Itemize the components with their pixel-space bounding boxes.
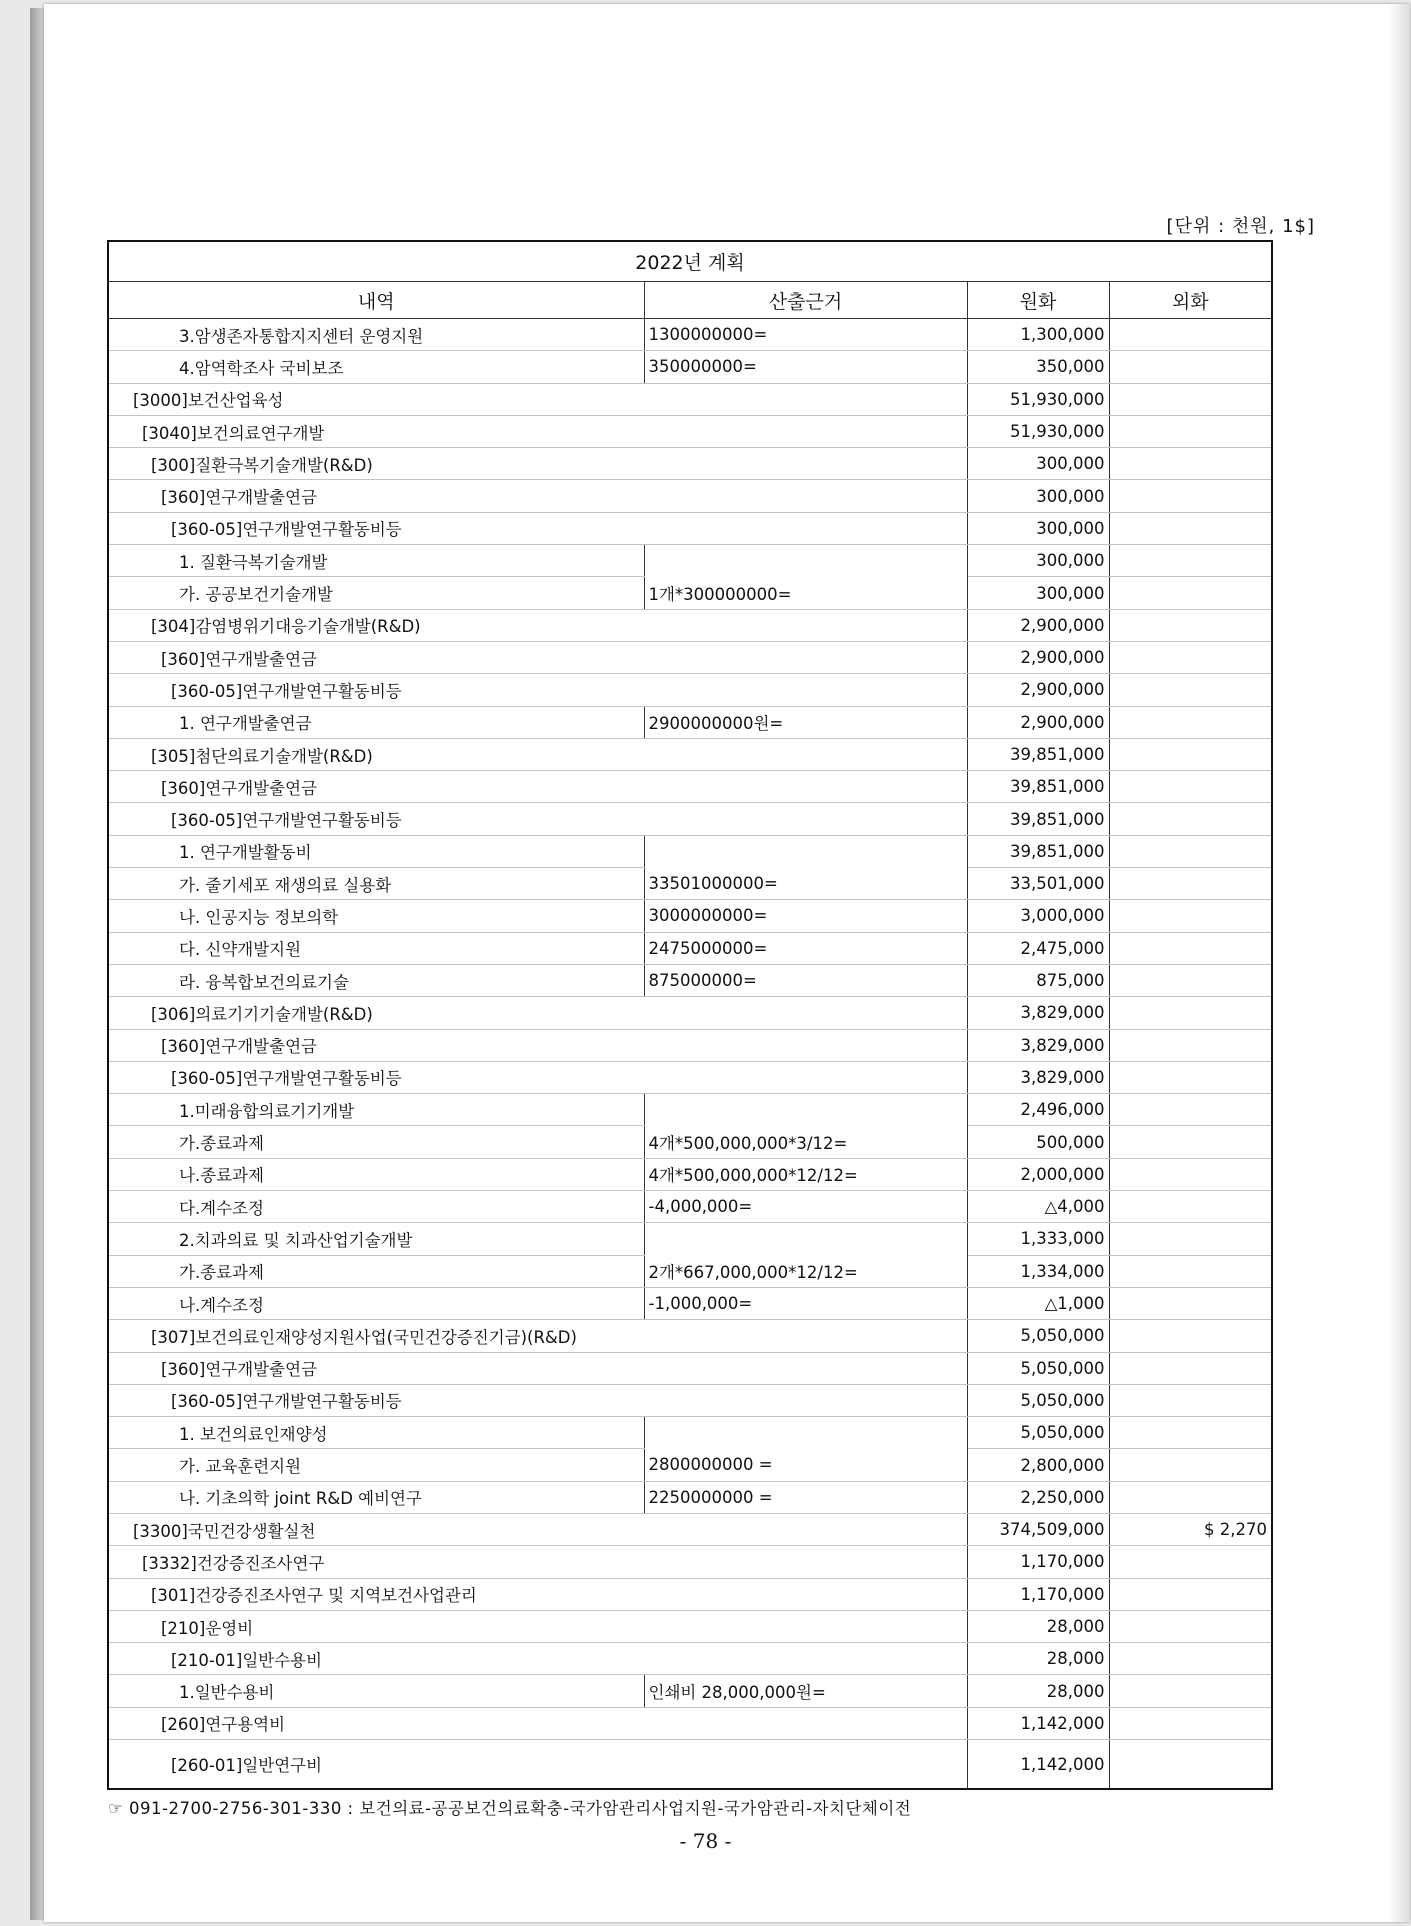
row-fx-amount xyxy=(1109,1094,1272,1126)
row-basis xyxy=(644,835,967,867)
row-fx-amount xyxy=(1109,1384,1272,1416)
row-krw-amount: 2,900,000 xyxy=(967,674,1109,706)
row-krw-amount: 2,496,000 xyxy=(967,1094,1109,1126)
row-basis xyxy=(644,771,967,803)
page-edge-shade xyxy=(1388,4,1410,1922)
row-basis xyxy=(644,545,967,577)
row-krw-amount: 3,829,000 xyxy=(967,997,1109,1029)
table-row xyxy=(108,1449,1272,1481)
table-row xyxy=(108,1675,1272,1707)
table-row xyxy=(108,1578,1272,1610)
row-krw-amount: 2,900,000 xyxy=(967,609,1109,641)
table-row xyxy=(108,351,1272,383)
row-fx-amount xyxy=(1109,319,1272,351)
row-krw-amount: 1,142,000 xyxy=(967,1740,1109,1790)
row-basis xyxy=(644,803,967,835)
row-basis: 2250000000 = xyxy=(644,1481,967,1513)
row-fx-amount xyxy=(1109,1546,1272,1578)
table-row xyxy=(108,641,1272,673)
table-row xyxy=(108,706,1272,738)
row-krw-amount: 28,000 xyxy=(967,1610,1109,1642)
table-row xyxy=(108,771,1272,803)
table-row xyxy=(108,1352,1272,1384)
row-fx-amount xyxy=(1109,803,1272,835)
row-krw-amount: 300,000 xyxy=(967,480,1109,512)
column-header-fx: 외화 xyxy=(1109,282,1272,319)
row-fx-amount xyxy=(1109,964,1272,996)
table-row xyxy=(108,1481,1272,1513)
row-item: 가.종료과제 xyxy=(108,1255,644,1287)
row-item: [360-05]연구개발연구활동비등 xyxy=(108,674,644,706)
row-fx-amount xyxy=(1109,900,1272,932)
row-basis xyxy=(644,1029,967,1061)
row-fx-amount xyxy=(1109,771,1272,803)
row-fx-amount xyxy=(1109,835,1272,867)
row-fx-amount xyxy=(1109,351,1272,383)
table-row xyxy=(108,1643,1272,1675)
row-krw-amount: 2,800,000 xyxy=(967,1449,1109,1481)
table-row xyxy=(108,1546,1272,1578)
table-row xyxy=(108,1094,1272,1126)
row-fx-amount xyxy=(1109,738,1272,770)
column-header-item: 내역 xyxy=(108,282,644,319)
row-fx-amount xyxy=(1109,1352,1272,1384)
row-fx-amount xyxy=(1109,1643,1272,1675)
row-item: 가. 줄기세포 재생의료 실용화 xyxy=(108,868,644,900)
budget-rows xyxy=(108,319,1272,1790)
table-row xyxy=(108,415,1272,447)
row-basis: 33501000000= xyxy=(644,868,967,900)
row-krw-amount: 2,900,000 xyxy=(967,641,1109,673)
row-fx-amount xyxy=(1109,1449,1272,1481)
row-fx-amount xyxy=(1109,545,1272,577)
row-item: [306]의료기기기술개발(R&D) xyxy=(108,997,644,1029)
row-item: 라. 융복합보건의료기술 xyxy=(108,964,644,996)
row-basis xyxy=(644,1578,967,1610)
table-row xyxy=(108,1610,1272,1642)
row-basis: 인쇄비 28,000,000원= xyxy=(644,1675,967,1707)
row-basis xyxy=(644,1513,967,1545)
page-edge-shadow xyxy=(30,8,44,1920)
row-item: [305]첨단의료기술개발(R&D) xyxy=(108,738,644,770)
row-krw-amount: 1,333,000 xyxy=(967,1223,1109,1255)
row-item: 가. 교육훈련지원 xyxy=(108,1449,644,1481)
row-basis xyxy=(644,1546,967,1578)
row-krw-amount: 2,900,000 xyxy=(967,706,1109,738)
table-row xyxy=(108,1384,1272,1416)
table-row xyxy=(108,1255,1272,1287)
table-row xyxy=(108,803,1272,835)
table-row xyxy=(108,900,1272,932)
table-row xyxy=(108,609,1272,641)
table-row xyxy=(108,545,1272,577)
row-krw-amount: 39,851,000 xyxy=(967,738,1109,770)
table-row xyxy=(108,1320,1272,1352)
row-basis: 875000000= xyxy=(644,964,967,996)
row-item: [360]연구개발출연금 xyxy=(108,480,644,512)
row-item: [307]보건의료인재양성지원사업(국민건강증진기금)(R&D) xyxy=(108,1320,644,1352)
row-krw-amount: 350,000 xyxy=(967,351,1109,383)
row-item: 2.치과의료 및 치과산업기술개발 xyxy=(108,1223,644,1255)
row-basis xyxy=(644,512,967,544)
row-krw-amount: 875,000 xyxy=(967,964,1109,996)
row-item: [360]연구개발출연금 xyxy=(108,771,644,803)
row-fx-amount xyxy=(1109,1126,1272,1158)
row-basis xyxy=(644,738,967,770)
row-fx-amount xyxy=(1109,609,1272,641)
table-row xyxy=(108,674,1272,706)
row-basis xyxy=(644,1707,967,1739)
row-basis: 1개*300000000= xyxy=(644,577,967,609)
table-row xyxy=(108,319,1272,351)
row-fx-amount xyxy=(1109,1610,1272,1642)
row-item: [260]연구용역비 xyxy=(108,1707,644,1739)
row-fx-amount xyxy=(1109,1481,1272,1513)
row-fx-amount xyxy=(1109,480,1272,512)
row-krw-amount: 28,000 xyxy=(967,1675,1109,1707)
row-basis xyxy=(644,641,967,673)
row-item: 4.암역학조사 국비보조 xyxy=(108,351,644,383)
row-item: [360-05]연구개발연구활동비등 xyxy=(108,1384,644,1416)
row-krw-amount: 3,829,000 xyxy=(967,1029,1109,1061)
table-row xyxy=(108,964,1272,996)
row-item: [3332]건강증진조사연구 xyxy=(108,1546,644,1578)
row-item: 다.계수조정 xyxy=(108,1191,644,1223)
row-fx-amount xyxy=(1109,1320,1272,1352)
row-krw-amount: 300,000 xyxy=(967,545,1109,577)
row-fx-amount xyxy=(1109,674,1272,706)
row-fx-amount xyxy=(1109,1223,1272,1255)
table-row xyxy=(108,512,1272,544)
row-fx-amount xyxy=(1109,1061,1272,1093)
row-krw-amount: 39,851,000 xyxy=(967,803,1109,835)
row-item: 나. 인공지능 정보의학 xyxy=(108,900,644,932)
row-basis: 2800000000 = xyxy=(644,1449,967,1481)
row-krw-amount: 3,000,000 xyxy=(967,900,1109,932)
table-row xyxy=(108,997,1272,1029)
row-basis: 3000000000= xyxy=(644,900,967,932)
row-krw-amount: 51,930,000 xyxy=(967,383,1109,415)
row-item: [360]연구개발출연금 xyxy=(108,641,644,673)
row-basis xyxy=(644,1352,967,1384)
row-krw-amount: 1,142,000 xyxy=(967,1707,1109,1739)
row-basis: -4,000,000= xyxy=(644,1191,967,1223)
row-fx-amount xyxy=(1109,1158,1272,1190)
row-fx-amount xyxy=(1109,577,1272,609)
row-item: [3300]국민건강생활실천 xyxy=(108,1513,644,1545)
row-krw-amount: 2,000,000 xyxy=(967,1158,1109,1190)
row-krw-amount: 5,050,000 xyxy=(967,1384,1109,1416)
row-basis xyxy=(644,1417,967,1449)
row-basis: 4개*500,000,000*12/12= xyxy=(644,1158,967,1190)
row-krw-amount: 1,300,000 xyxy=(967,319,1109,351)
row-item: [300]질환극복기술개발(R&D) xyxy=(108,448,644,480)
row-basis xyxy=(644,480,967,512)
row-basis xyxy=(644,415,967,447)
unit-label: [단위 : 천원, 1$] xyxy=(1166,216,1315,237)
row-basis: 350000000= xyxy=(644,351,967,383)
row-fx-amount xyxy=(1109,512,1272,544)
row-fx-amount xyxy=(1109,448,1272,480)
table-row xyxy=(108,1707,1272,1739)
row-krw-amount: 33,501,000 xyxy=(967,868,1109,900)
row-item: 3.암생존자통합지지센터 운영지원 xyxy=(108,319,644,351)
table-row xyxy=(108,1417,1272,1449)
row-krw-amount: 2,250,000 xyxy=(967,1481,1109,1513)
row-item: 나. 기초의학 joint R&D 예비연구 xyxy=(108,1481,644,1513)
row-fx-amount xyxy=(1109,1255,1272,1287)
footnote: ☞ 091-2700-2756-301-330 : 보건의료-공공보건의료확충-국가암관리사업지원-국가암관리-자치단체이전 xyxy=(108,1799,912,1818)
row-krw-amount: 39,851,000 xyxy=(967,835,1109,867)
row-krw-amount: 5,050,000 xyxy=(967,1417,1109,1449)
row-krw-amount: 1,170,000 xyxy=(967,1578,1109,1610)
table-row xyxy=(108,835,1272,867)
row-item: [360-05]연구개발연구활동비등 xyxy=(108,1061,644,1093)
row-item: [260-01]일반연구비 xyxy=(108,1740,644,1790)
row-basis: 1300000000= xyxy=(644,319,967,351)
row-fx-amount xyxy=(1109,1191,1272,1223)
row-item: 1. 연구개발활동비 xyxy=(108,835,644,867)
row-basis xyxy=(644,1740,967,1790)
row-basis xyxy=(644,383,967,415)
row-basis xyxy=(644,674,967,706)
row-item: [210-01]일반수용비 xyxy=(108,1643,644,1675)
row-item: 1. 질환극복기술개발 xyxy=(108,545,644,577)
row-item: 다. 신약개발지원 xyxy=(108,932,644,964)
row-fx-amount xyxy=(1109,706,1272,738)
row-item: [360]연구개발출연금 xyxy=(108,1352,644,1384)
row-basis: 2개*667,000,000*12/12= xyxy=(644,1255,967,1287)
row-item: 나.계수조정 xyxy=(108,1287,644,1319)
table-row xyxy=(108,932,1272,964)
row-krw-amount: 300,000 xyxy=(967,512,1109,544)
row-krw-amount: 51,930,000 xyxy=(967,415,1109,447)
row-fx-amount xyxy=(1109,641,1272,673)
row-krw-amount: 1,170,000 xyxy=(967,1546,1109,1578)
row-basis: 4개*500,000,000*3/12= xyxy=(644,1126,967,1158)
column-header-basis: 산출근거 xyxy=(644,282,967,319)
row-fx-amount xyxy=(1109,1740,1272,1790)
row-fx-amount xyxy=(1109,1675,1272,1707)
row-fx-amount xyxy=(1109,932,1272,964)
row-basis xyxy=(644,1061,967,1093)
row-krw-amount: 5,050,000 xyxy=(967,1352,1109,1384)
row-item: 가.종료과제 xyxy=(108,1126,644,1158)
row-basis xyxy=(644,1610,967,1642)
row-krw-amount: 3,829,000 xyxy=(967,1061,1109,1093)
row-fx-amount xyxy=(1109,1578,1272,1610)
row-krw-amount: 5,050,000 xyxy=(967,1320,1109,1352)
row-krw-amount: 39,851,000 xyxy=(967,771,1109,803)
row-basis: 2900000000원= xyxy=(644,706,967,738)
table-row xyxy=(108,1513,1272,1545)
row-item: [301]건강증진조사연구 및 지역보건사업관리 xyxy=(108,1578,644,1610)
budget-table xyxy=(107,240,1273,1790)
row-fx-amount xyxy=(1109,1417,1272,1449)
row-krw-amount: 2,475,000 xyxy=(967,932,1109,964)
row-item: [3040]보건의료연구개발 xyxy=(108,415,644,447)
row-item: [360-05]연구개발연구활동비등 xyxy=(108,512,644,544)
row-krw-amount: 500,000 xyxy=(967,1126,1109,1158)
table-row xyxy=(108,1191,1272,1223)
row-basis xyxy=(644,1094,967,1126)
row-krw-amount: 300,000 xyxy=(967,577,1109,609)
table-row xyxy=(108,738,1272,770)
row-basis xyxy=(644,997,967,1029)
table-row xyxy=(108,1126,1272,1158)
row-item: 1. 연구개발출연금 xyxy=(108,706,644,738)
row-item: [210]운영비 xyxy=(108,1610,644,1642)
row-krw-amount: 1,334,000 xyxy=(967,1255,1109,1287)
row-item: 1.미래융합의료기기개발 xyxy=(108,1094,644,1126)
row-fx-amount xyxy=(1109,1029,1272,1061)
row-krw-amount: 300,000 xyxy=(967,448,1109,480)
page-number: - 78 - xyxy=(679,1829,732,1853)
row-fx-amount xyxy=(1109,383,1272,415)
row-item: 1.일반수용비 xyxy=(108,1675,644,1707)
row-item: [304]감염병위기대응기술개발(R&D) xyxy=(108,609,644,641)
row-krw-amount: 374,509,000 xyxy=(967,1513,1109,1545)
table-row xyxy=(108,868,1272,900)
row-item: 나.종료과제 xyxy=(108,1158,644,1190)
row-basis xyxy=(644,448,967,480)
row-fx-amount xyxy=(1109,1287,1272,1319)
row-krw-amount: 28,000 xyxy=(967,1643,1109,1675)
table-row xyxy=(108,1061,1272,1093)
row-item: [360]연구개발출연금 xyxy=(108,1029,644,1061)
table-row xyxy=(108,1029,1272,1061)
row-item: 가. 공공보건기술개발 xyxy=(108,577,644,609)
row-basis xyxy=(644,1223,967,1255)
row-basis xyxy=(644,1320,967,1352)
row-item: 1. 보건의료인재양성 xyxy=(108,1417,644,1449)
table-row xyxy=(108,1287,1272,1319)
column-header-krw: 원화 xyxy=(967,282,1109,319)
row-fx-amount xyxy=(1109,415,1272,447)
table-row xyxy=(108,1740,1272,1790)
row-fx-amount xyxy=(1109,868,1272,900)
row-item: [360-05]연구개발연구활동비등 xyxy=(108,803,644,835)
row-item: [3000]보건산업육성 xyxy=(108,383,644,415)
row-fx-amount xyxy=(1109,997,1272,1029)
table-row xyxy=(108,480,1272,512)
table-row xyxy=(108,1158,1272,1190)
row-basis xyxy=(644,1643,967,1675)
row-basis: -1,000,000= xyxy=(644,1287,967,1319)
row-krw-amount: △1,000 xyxy=(967,1287,1109,1319)
table-row xyxy=(108,448,1272,480)
table-row xyxy=(108,383,1272,415)
row-basis xyxy=(644,609,967,641)
row-fx-amount: $ 2,270 xyxy=(1109,1513,1272,1545)
row-basis: 2475000000= xyxy=(644,932,967,964)
row-krw-amount: △4,000 xyxy=(967,1191,1109,1223)
row-fx-amount xyxy=(1109,1707,1272,1739)
row-basis xyxy=(644,1384,967,1416)
plan-title: 2022년 계획 xyxy=(108,241,1272,282)
table-row xyxy=(108,577,1272,609)
table-row xyxy=(108,1223,1272,1255)
